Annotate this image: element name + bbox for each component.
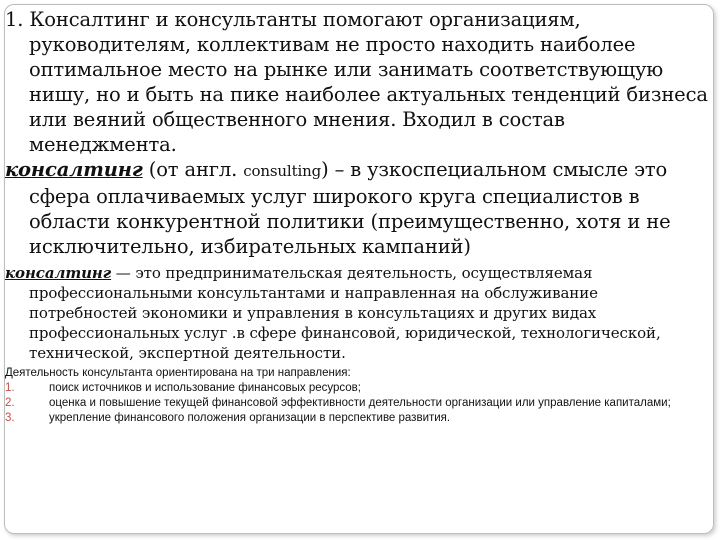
list-item-text: оценка и повышение текущей финансовой эффективности деятельности организации или управление капиталами; xyxy=(49,397,671,409)
paragraph-2-after-en: ) – в узкоспециальном смысле это сфера оплачиваемых услуг широкого круга специалистов в области конкурентной политики (преимущественно, хотя и не исключительно, избирательных кампаний) xyxy=(29,158,671,258)
slide-content xyxy=(5,7,710,426)
paragraph-2 xyxy=(5,157,710,259)
paragraph-3 xyxy=(5,263,710,363)
paragraph-4: Деятельность консультанта ориентирована на три направления: xyxy=(5,367,351,379)
list-item xyxy=(5,396,710,411)
list-item-text: укрепление финансового положения организации в перспективе развития. xyxy=(49,412,451,424)
term-consulting-2: консалтинг xyxy=(5,264,112,282)
list-item-number: 2. xyxy=(5,397,15,409)
list-item-number: 1. xyxy=(5,382,15,394)
paragraph-3-text: — это предпринимательская деятельность, осуществляемая профессиональными консультантами и направленная на обслуживание потребностей экономики и управления в консультациях и других видах профессиональных услуг .в сфере финансовой, юридической, технологической, технической, экспертной деятельности. xyxy=(29,264,661,362)
slide-frame xyxy=(4,4,714,534)
directions-list xyxy=(5,381,710,426)
paragraph-1: 1. Консалтинг и консультанты помогают организациям, руководителям, коллективам не просто находить наиболее оптимальное место на рынке или занимать соответствующую нишу, но и быть на пике наиболее актуальных тенденций бизнеса или веяний общественного мнения. Входил в состав менеджмента. xyxy=(5,8,708,156)
paragraph-2-english-word: consulting xyxy=(243,162,322,180)
list-item xyxy=(5,411,710,426)
paragraph-2-before-en: (от англ. xyxy=(142,158,244,181)
list-item xyxy=(5,381,710,396)
term-consulting: консалтинг xyxy=(5,158,143,181)
list-item-number: 3. xyxy=(5,412,15,424)
list-item-text: поиск источников и использование финансовых ресурсов; xyxy=(49,382,361,394)
